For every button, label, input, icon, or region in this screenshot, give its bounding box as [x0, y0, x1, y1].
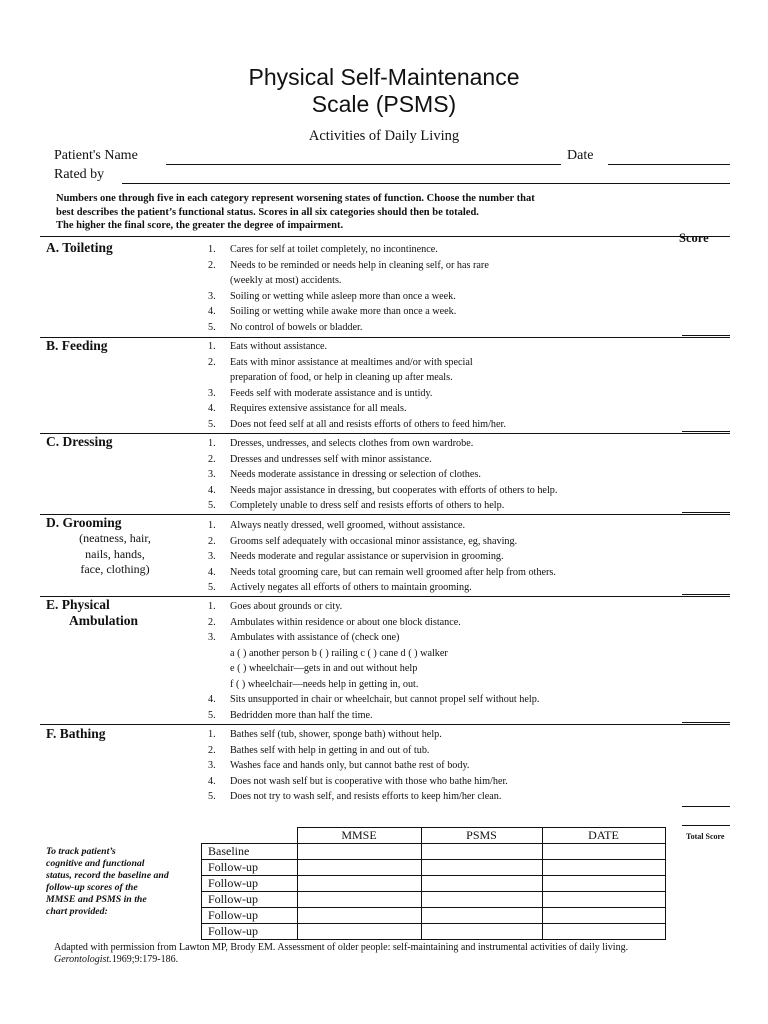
- item-text: Requires extensive assistance for all meals.: [230, 403, 407, 414]
- row-label: Follow-up: [202, 876, 298, 892]
- item-number: 5.: [208, 791, 216, 802]
- item-text: Actively negates all efforts of others to maintain grooming.: [230, 582, 472, 593]
- psms-cell[interactable]: [421, 908, 542, 924]
- divider: [40, 514, 730, 515]
- instruction-line: best describes the patient’s functional status. Scores in all six categories should then be totaled.: [56, 206, 479, 218]
- title-line-2: Scale (PSMS): [311, 91, 457, 117]
- total-score-label: Total Score: [686, 832, 725, 841]
- item-number: 3.: [208, 469, 216, 480]
- item-number: 3.: [208, 632, 216, 643]
- item-number: 5.: [208, 500, 216, 511]
- note-line: MMSE and PSMS in the: [46, 894, 147, 905]
- patient-name-label: Patient's Name: [54, 148, 138, 163]
- section-toileting-title: A. Toileting: [46, 240, 113, 255]
- total-score-box[interactable]: [682, 806, 730, 826]
- note-line: follow-up scores of the: [46, 882, 138, 893]
- item-number: 2.: [208, 453, 216, 465]
- score-field-toileting[interactable]: [682, 335, 730, 336]
- divider: [40, 236, 730, 237]
- row-label: Follow-up: [202, 860, 298, 876]
- note-line: status, record the baseline and: [46, 870, 169, 881]
- section-grooming-title: D. Grooming: [46, 515, 122, 530]
- section-dressing-title: C. Dressing: [46, 434, 113, 449]
- item-number: 4.: [208, 403, 216, 414]
- rated-by-label: Rated by: [54, 167, 105, 182]
- note-line: chart provided:: [46, 906, 108, 917]
- row-label: Baseline: [202, 844, 298, 860]
- item-text: Needs to be reminded or needs help in cleaning self, or has rare: [230, 259, 489, 271]
- item-number: 4.: [208, 306, 216, 317]
- item-number: 4.: [208, 775, 216, 787]
- item-number: 4.: [208, 484, 216, 496]
- score-field-grooming[interactable]: [682, 594, 730, 595]
- subtitle-line: (neatness, hair,: [79, 531, 151, 545]
- note-line: To track patient’s: [46, 846, 116, 857]
- instruction-line: The higher the final score, the greater the degree of impairment.: [56, 220, 344, 231]
- item-number: 3.: [208, 387, 216, 399]
- mmse-cell[interactable]: [297, 844, 421, 860]
- item-number: 4.: [208, 694, 216, 705]
- item-number: 3.: [208, 551, 216, 562]
- date-cell[interactable]: [542, 844, 665, 860]
- row-label: Follow-up: [202, 892, 298, 908]
- row-label: Follow-up: [202, 924, 298, 940]
- date-label: Date: [567, 148, 594, 163]
- item-text: Sits unsupported in chair or wheelchair, but cannot propel self without help.: [230, 694, 540, 705]
- date-cell[interactable]: [542, 892, 665, 908]
- footnote-citation: 1969;9:179-186.: [111, 954, 179, 965]
- item-number: 2.: [208, 259, 216, 271]
- item-number: 1.: [208, 520, 216, 531]
- row-label: Follow-up: [202, 908, 298, 924]
- footnote-journal: Gerontologist.: [54, 954, 112, 965]
- tracking-instructions: [46, 846, 196, 918]
- item-number: 1.: [208, 601, 216, 612]
- item-number: 4.: [208, 566, 216, 578]
- item-text: Feeds self with moderate assistance and is untidy.: [230, 387, 433, 399]
- item-text: Cares for self at toilet completely, no incontinence.: [230, 244, 438, 255]
- checkbox-option[interactable]: e ( ) wheelchair—gets in and out without help: [230, 663, 418, 674]
- checkbox-option[interactable]: f ( ) wheelchair—needs help in getting in, out.: [230, 678, 419, 690]
- item-text: (weekly at most) accidents.: [230, 275, 342, 286]
- divider: [40, 596, 730, 597]
- item-text: Needs major assistance in dressing, but cooperates with efforts of others to help.: [230, 484, 558, 496]
- footnote-line-1: Adapted with permission from Lawton MP, Brody EM. Assessment of older people: self-maintaining and instrumental activities of daily living.: [54, 942, 629, 953]
- score-field-feeding[interactable]: [682, 431, 730, 432]
- rated-by-field[interactable]: [122, 183, 730, 184]
- mmse-cell[interactable]: [297, 924, 421, 940]
- item-text: Does not feed self at all and resists efforts of others to feed him/her.: [230, 418, 506, 430]
- section-ambulation-title-line1: E. Physical: [46, 597, 110, 612]
- tracking-table: [201, 827, 666, 940]
- item-text: Soiling or wetting while awake more than once a week.: [230, 306, 457, 317]
- page-title: [0, 64, 768, 118]
- item-text: Eats with minor assistance at mealtimes and/or with special: [230, 356, 473, 368]
- psms-cell[interactable]: [421, 860, 542, 876]
- checkbox-options[interactable]: a ( ) another person b ( ) railing c ( ) cane d ( ) walker: [230, 647, 448, 659]
- item-text: Needs moderate and regular assistance or supervision in grooming.: [230, 551, 504, 562]
- section-feeding-title: B. Feeding: [46, 338, 108, 353]
- psms-cell[interactable]: [421, 844, 542, 860]
- item-text: Washes face and hands only, but cannot bathe rest of body.: [230, 760, 470, 771]
- table-row: [202, 908, 666, 924]
- instruction-line: Numbers one through five in each category represent worsening states of function. Choose the number that: [56, 193, 535, 204]
- score-field-ambulation[interactable]: [682, 722, 730, 723]
- item-text: Always neatly dressed, well groomed, without assistance.: [230, 520, 466, 531]
- item-number: 3.: [208, 290, 216, 302]
- item-number: 1.: [208, 729, 216, 740]
- table-row: [202, 876, 666, 892]
- psms-cell[interactable]: [421, 924, 542, 940]
- date-field[interactable]: [608, 164, 730, 165]
- mmse-cell[interactable]: [297, 908, 421, 924]
- divider: [40, 337, 730, 338]
- item-number: 3.: [208, 760, 216, 771]
- table-header-mmse: MMSE: [297, 828, 421, 844]
- date-cell[interactable]: [542, 924, 665, 940]
- table-row: [202, 844, 666, 860]
- table-row: [202, 860, 666, 876]
- item-number: 1.: [208, 438, 216, 449]
- item-text: Bedridden more than half the time.: [230, 709, 373, 721]
- item-text: Ambulates with assistance of (check one): [230, 632, 400, 643]
- table-header-row: [202, 828, 666, 844]
- section-bathing-title: F. Bathing: [46, 726, 106, 741]
- item-text: Bathes self (tub, shower, sponge bath) without help.: [230, 729, 442, 740]
- score-header: Score: [679, 231, 709, 245]
- item-number: 2.: [208, 356, 216, 368]
- mmse-cell[interactable]: [297, 892, 421, 908]
- item-number: 1.: [208, 341, 216, 352]
- item-text: Completely unable to dress self and resists efforts of others to help.: [230, 500, 505, 511]
- item-number: 5.: [208, 321, 216, 333]
- item-text: Soiling or wetting while asleep more than once a week.: [230, 290, 456, 302]
- subtitle-line: nails, hands,: [85, 546, 145, 561]
- item-text: Bathes self with help in getting in and out of tub.: [230, 744, 430, 756]
- page-subtitle: Activities of Daily Living: [308, 128, 460, 144]
- score-field-dressing[interactable]: [682, 512, 730, 513]
- item-text: Dresses, undresses, and selects clothes from own wardrobe.: [230, 438, 474, 449]
- instructions: [56, 192, 676, 233]
- item-text: Dresses and undresses self with minor assistance.: [230, 453, 432, 465]
- item-number: 5.: [208, 709, 216, 721]
- footnote: [54, 942, 628, 966]
- date-cell[interactable]: [542, 860, 665, 876]
- item-number: 5.: [208, 582, 216, 593]
- table-header-date: DATE: [542, 828, 665, 844]
- item-number: 1.: [208, 244, 216, 255]
- table-header-psms: PSMS: [421, 828, 542, 844]
- patient-name-field[interactable]: [166, 164, 561, 165]
- item-text: Does not try to wash self, and resists efforts to keep him/her clean.: [230, 791, 502, 802]
- item-text: Does not wash self but is cooperative with those who bathe him/her.: [230, 775, 508, 787]
- item-text: Eats without assistance.: [230, 341, 328, 352]
- title-line-1: Physical Self-Maintenance: [248, 64, 520, 90]
- date-cell[interactable]: [542, 908, 665, 924]
- item-text: Goes about grounds or city.: [230, 601, 343, 612]
- section-grooming-subtitle: [60, 531, 170, 578]
- divider: [40, 433, 730, 434]
- mmse-cell[interactable]: [297, 860, 421, 876]
- table-corner: [202, 828, 298, 844]
- item-text: preparation of food, or help in cleaning up after meals.: [230, 372, 453, 383]
- mmse-cell[interactable]: [297, 876, 421, 892]
- section-ambulation-title-line2: Ambulation: [69, 613, 139, 628]
- total-score-label-clip: [686, 826, 730, 844]
- psms-cell[interactable]: [421, 892, 542, 908]
- item-number: 2.: [208, 616, 216, 628]
- table-row: [202, 924, 666, 940]
- item-number: 5.: [208, 418, 216, 430]
- psms-cell[interactable]: [421, 876, 542, 892]
- item-text: No control of bowels or bladder.: [230, 321, 363, 333]
- divider: [40, 724, 730, 725]
- item-number: 2.: [208, 535, 216, 547]
- date-cell[interactable]: [542, 876, 665, 892]
- subtitle-line: face, clothing): [80, 562, 150, 576]
- item-text: Needs moderate assistance in dressing or selection of clothes.: [230, 469, 481, 480]
- item-number: 2.: [208, 744, 216, 756]
- item-text: Ambulates within residence or about one block distance.: [230, 616, 461, 628]
- section-ambulation-title: [46, 597, 138, 629]
- footnote-line-2: [54, 954, 628, 966]
- item-text: Needs total grooming care, but can remain well groomed after help from others.: [230, 566, 556, 578]
- item-text: Grooms self adequately with occasional minor assistance, eg, shaving.: [230, 535, 518, 547]
- table-row: [202, 892, 666, 908]
- note-line: cognitive and functional: [46, 858, 145, 869]
